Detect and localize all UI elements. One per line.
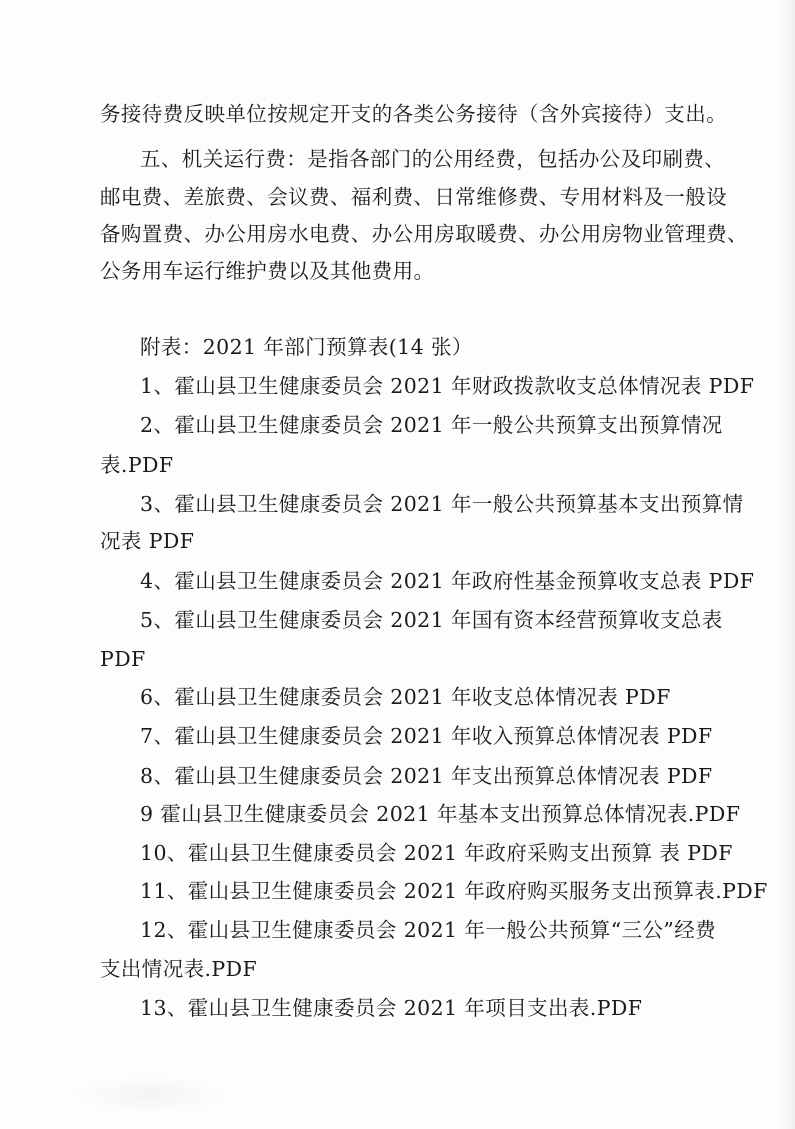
scan-smudge [70,1075,230,1115]
item5-line-3: 备购置费、办公用房水电费、办公用房取暖费、办公用房物业管理费、 [100,222,748,246]
appendix-item-7: 7、霍山县卫生健康委员会 2021 年收入预算总体情况表 PDF [140,724,713,748]
appendix-item-5-line-1: 5、霍山县卫生健康委员会 2021 年国有资本经营预算收支总表 [140,608,723,632]
item5-line-2: 邮电费、差旅费、会议费、福利费、日常维修费、专用材料及一般设 [100,185,727,209]
appendix-item-3-line-1: 3、霍山县卫生健康委员会 2021 年一般公共预算基本支出预算情 [140,492,744,516]
scan-edge-shadow [781,0,795,1129]
appendix-item-10: 10、霍山县卫生健康委员会 2021 年政府采购支出预算 表 PDF [140,841,733,865]
item5-line-1: 五、机关运行费：是指各部门的公用经费，包括办公及印刷费、 [140,147,726,171]
appendix-item-11: 11、霍山县卫生健康委员会 2021 年政府购买服务支出预算表.PDF [140,879,768,903]
paragraph-continuation: 务接待费反映单位按规定开支的各类公务接待（含外宾接待）支出。 [100,102,727,126]
appendix-item-8: 8、霍山县卫生健康委员会 2021 年支出预算总体情况表 PDF [140,764,713,788]
appendix-item-6: 6、霍山县卫生健康委员会 2021 年收支总体情况表 PDF [140,685,671,709]
appendix-item-12-line-1: 12、霍山县卫生健康委员会 2021 年一般公共预算“三公”经费 [140,918,717,942]
appendix-item-2-line-1: 2、霍山县卫生健康委员会 2021 年一般公共预算支出预算情况 [140,413,723,437]
appendix-item-3-line-2: 况表 PDF [100,529,195,553]
appendix-item-12-line-2: 支出情况表.PDF [100,957,258,981]
appendix-item-13: 13、霍山县卫生健康委员会 2021 年项目支出表.PDF [140,996,643,1020]
appendix-item-9: 9 霍山县卫生健康委员会 2021 年基本支出预算总体情况表.PDF [140,802,741,826]
appendix-item-2-line-2: 表.PDF [100,453,174,477]
appendix-item-5-line-2: PDF [100,647,146,671]
appendix-heading: 附表：2021 年部门预算表(14 张） [140,335,473,359]
appendix-item-1: 1、霍山县卫生健康委员会 2021 年财政拨款收支总体情况表 PDF [140,374,755,398]
appendix-item-4: 4、霍山县卫生健康委员会 2021 年政府性基金预算收支总表 PDF [140,569,755,593]
item5-line-4: 公务用车运行维护费以及其他费用。 [100,259,435,283]
